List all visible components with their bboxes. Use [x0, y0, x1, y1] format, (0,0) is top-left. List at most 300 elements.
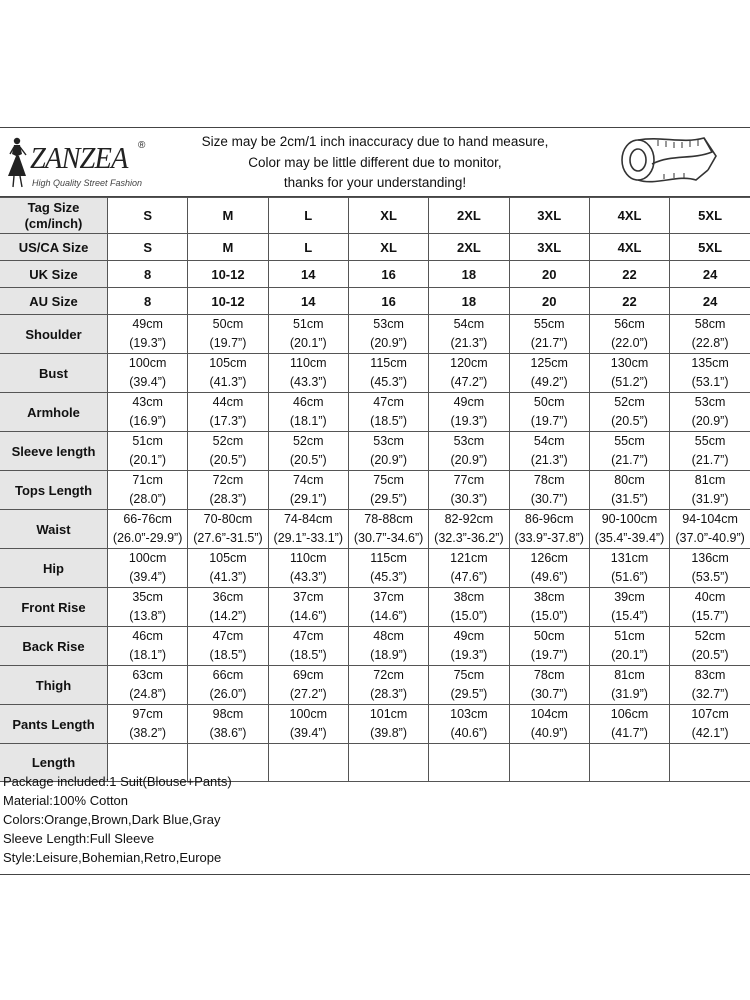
measure-cell [589, 705, 669, 744]
cm-value: 51cm [614, 629, 645, 643]
measure-cell [348, 705, 428, 744]
cm-value: 75cm [373, 473, 404, 487]
measure-cell [509, 393, 589, 432]
measure-cell [108, 432, 188, 471]
cm-value: 52cm [614, 395, 645, 409]
measure-cell [268, 627, 348, 666]
measure-cell [589, 666, 669, 705]
size-cell: 2XL [429, 234, 509, 261]
cm-value: 37cm [292, 590, 324, 604]
inch-value: (39.4”) [289, 726, 327, 740]
cm-value: 75cm [453, 668, 485, 682]
size-cell: 2XL [429, 198, 509, 234]
measure-cell [670, 432, 750, 471]
inch-value: (40.6”) [450, 726, 488, 740]
brand-name: ZANZEA [30, 140, 128, 175]
inch-value: (35.4”-39.4”) [594, 531, 665, 545]
measure-cell [670, 471, 750, 510]
measure-cell [429, 315, 509, 354]
cm-value: 50cm [212, 317, 244, 331]
cm-value: 47cm [373, 395, 404, 409]
inch-value: (41.7”) [611, 726, 648, 740]
size-cell: 14 [268, 261, 348, 288]
inch-value: (38.2”) [129, 726, 167, 740]
measure-cell [670, 705, 750, 744]
size-cell: 20 [509, 261, 589, 288]
size-chart-header [0, 128, 750, 197]
measure-cell [268, 588, 348, 627]
measure-cell [670, 666, 750, 705]
cm-value: 107cm [691, 707, 729, 721]
measure-cell [670, 393, 750, 432]
measure-cell [108, 393, 188, 432]
size-cell: 16 [348, 261, 428, 288]
size-cell: 4XL [589, 198, 669, 234]
product-details [3, 772, 232, 867]
cm-value: 100cm [128, 356, 167, 370]
cm-value: 72cm [373, 668, 404, 682]
measure-cell [429, 666, 509, 705]
inch-value: (18.5”) [370, 414, 407, 428]
inch-value: (16.9”) [129, 414, 167, 428]
notice-line: Color may be little different due to monitor, [248, 154, 502, 170]
inch-value: (30.7”) [530, 687, 568, 701]
inch-value: (13.8”) [129, 609, 167, 623]
table-row [0, 198, 750, 234]
inch-value: (21.7”) [530, 336, 568, 350]
inch-value: (41.3”) [209, 375, 247, 389]
cm-value: 46cm [292, 395, 324, 409]
inch-value: (14.6”) [370, 609, 407, 623]
cm-value: 51cm [292, 317, 324, 331]
cm-value: 35cm [132, 590, 163, 604]
size-cell: L [268, 198, 348, 234]
inch-value: (20.5”) [691, 648, 729, 662]
inch-value: (18.5”) [209, 648, 247, 662]
fashion-figure-icon [4, 136, 32, 188]
cm-value: 74-84cm [283, 512, 333, 526]
detail-colors: Colors:Orange,Brown,Dark Blue,Gray [3, 812, 221, 827]
size-cell: 18 [429, 288, 509, 315]
inch-value: (20.1”) [289, 336, 327, 350]
measure-cell [589, 354, 669, 393]
row-label: US/CA Size [0, 234, 108, 261]
inch-value: (28.3”) [209, 492, 247, 506]
inch-value: (29.1”) [289, 492, 327, 506]
notice-line: thanks for your understanding! [283, 175, 467, 190]
measure-cell [108, 666, 188, 705]
inch-value: (18.1”) [289, 414, 327, 428]
measure-cell [670, 315, 750, 354]
cm-value: 50cm [533, 395, 565, 409]
measure-cell [429, 432, 509, 471]
cm-value: 36cm [212, 590, 244, 604]
table-row [0, 627, 750, 666]
measure-cell [589, 432, 669, 471]
cm-value: 54cm [453, 317, 485, 331]
table-row [0, 588, 750, 627]
size-cell: 24 [670, 288, 750, 315]
measure-cell [108, 354, 188, 393]
inch-value: (30.7”-34.6”) [353, 531, 424, 545]
inch-value: (31.5”) [611, 492, 648, 506]
inch-value: (14.2”) [209, 609, 247, 623]
cm-value: 63cm [132, 668, 163, 682]
inch-value: (27.2”) [289, 687, 327, 701]
measure-cell [429, 393, 509, 432]
cm-value: 55cm [533, 317, 565, 331]
inch-value: (22.0”) [611, 336, 648, 350]
cm-value: 49cm [453, 395, 485, 409]
table-row [0, 288, 750, 315]
size-chart-sheet [0, 127, 750, 875]
inch-value: (20.9”) [450, 453, 488, 467]
measure-cell [108, 549, 188, 588]
cm-value: 86-96cm [524, 512, 574, 526]
size-cell: S [108, 234, 188, 261]
inch-value: (45.3”) [370, 570, 407, 584]
cm-value: 40cm [694, 590, 726, 604]
inch-value: (28.0”) [129, 492, 167, 506]
detail-style: Style:Leisure,Bohemian,Retro,Europe [3, 850, 222, 865]
measure-cell [670, 588, 750, 627]
table-row [0, 510, 750, 549]
inch-value: (19.3”) [129, 336, 167, 350]
measure-cell [268, 393, 348, 432]
measure-cell [268, 471, 348, 510]
size-table [0, 197, 750, 782]
detail-sleeve-length: Sleeve Length:Full Sleeve [3, 831, 155, 846]
inch-value: (15.4”) [611, 609, 648, 623]
measure-cell [188, 549, 268, 588]
size-table-body [0, 198, 750, 782]
cm-value: 105cm [209, 551, 247, 565]
measure-cell [589, 393, 669, 432]
measure-cell [509, 549, 589, 588]
cm-value: 53cm [373, 317, 404, 331]
row-label: Back Rise [0, 627, 108, 666]
cm-value: 125cm [530, 356, 568, 370]
measure-cell [348, 666, 428, 705]
table-row [0, 666, 750, 705]
measure-cell [268, 705, 348, 744]
measure-cell [589, 549, 669, 588]
size-cell: 10-12 [188, 261, 268, 288]
measure-cell [348, 315, 428, 354]
measure-cell [348, 471, 428, 510]
measure-cell [589, 744, 669, 782]
measure-cell [188, 627, 268, 666]
measure-cell [188, 315, 268, 354]
table-row [0, 234, 750, 261]
row-label: Front Rise [0, 588, 108, 627]
cm-value: 48cm [373, 629, 404, 643]
inch-value: (41.3”) [209, 570, 247, 584]
cm-value: 51cm [132, 434, 163, 448]
measure-cell [108, 315, 188, 354]
inch-value: (20.9”) [691, 414, 729, 428]
inch-value: (20.9”) [370, 453, 407, 467]
measure-cell [509, 471, 589, 510]
cm-value: 39cm [614, 590, 645, 604]
measuring-tape-icon [612, 130, 722, 192]
cm-value: 97cm [132, 707, 163, 721]
cm-value: 50cm [533, 629, 565, 643]
measure-cell [268, 432, 348, 471]
inch-value: (20.5”) [209, 453, 247, 467]
cm-value: 120cm [450, 356, 488, 370]
measure-cell [589, 588, 669, 627]
inch-value: (21.3”) [450, 336, 488, 350]
measure-cell [348, 354, 428, 393]
cm-value: 100cm [289, 707, 328, 721]
inch-value: (15.7”) [691, 609, 729, 623]
size-cell: M [188, 198, 268, 234]
size-cell: 8 [108, 288, 188, 315]
measure-cell [509, 354, 589, 393]
size-cell: 20 [509, 288, 589, 315]
inch-value: (53.5”) [691, 570, 729, 584]
cm-value: 82-92cm [444, 512, 494, 526]
measure-cell [268, 666, 348, 705]
inch-value: (39.4”) [129, 375, 167, 389]
size-cell: 14 [268, 288, 348, 315]
inch-value: (20.9”) [370, 336, 407, 350]
inch-value: (22.8”) [691, 336, 729, 350]
inch-value: (43.3”) [289, 570, 327, 584]
table-row [0, 471, 750, 510]
row-label: Shoulder [0, 315, 108, 354]
row-label: Thigh [0, 666, 108, 705]
cm-value: 83cm [694, 668, 726, 682]
measure-cell [188, 432, 268, 471]
measure-cell [670, 510, 750, 549]
inch-value: (19.7”) [530, 648, 568, 662]
inch-value: (26.0”) [209, 687, 247, 701]
measure-cell [670, 549, 750, 588]
cm-value: 130cm [610, 356, 649, 370]
inch-value: (39.8”) [370, 726, 407, 740]
inch-value: (15.0”) [450, 609, 488, 623]
measure-cell [188, 588, 268, 627]
table-row [0, 705, 750, 744]
cm-value: 94-104cm [682, 512, 738, 526]
measure-cell [509, 432, 589, 471]
cm-value: 115cm [370, 551, 407, 565]
cm-value: 71cm [132, 473, 163, 487]
inch-value: (24.8”) [129, 687, 167, 701]
row-label: Armhole [0, 393, 108, 432]
measure-cell [348, 510, 428, 549]
cm-value: 78-88cm [364, 512, 413, 526]
row-label: Bust [0, 354, 108, 393]
measure-cell [509, 744, 589, 782]
cm-value: 52cm [212, 434, 244, 448]
detail-material: Material:100% Cotton [3, 793, 129, 808]
inch-value: (32.7”) [691, 687, 729, 701]
size-cell: 3XL [509, 234, 589, 261]
inch-value: (32.3”-36.2”) [434, 531, 504, 545]
cm-value: 106cm [610, 707, 649, 721]
row-label: Tops Length [0, 471, 108, 510]
measure-cell [108, 588, 188, 627]
inch-value: (47.2”) [450, 375, 488, 389]
inch-value: (20.5”) [289, 453, 327, 467]
cm-value: 46cm [132, 629, 163, 643]
cm-value: 78cm [533, 668, 565, 682]
cm-value: 78cm [533, 473, 565, 487]
measure-cell [108, 627, 188, 666]
cm-value: 49cm [453, 629, 485, 643]
cm-value: 53cm [373, 434, 404, 448]
inch-value: (49.6”) [530, 570, 568, 584]
inch-value: (20.1”) [611, 648, 648, 662]
measure-cell [509, 627, 589, 666]
cm-value: 58cm [694, 317, 726, 331]
inch-value: (27.6”-31.5”) [193, 531, 263, 545]
size-cell: 8 [108, 261, 188, 288]
size-cell: 5XL [670, 198, 750, 234]
measure-cell [509, 705, 589, 744]
table-row [0, 261, 750, 288]
size-cell: 4XL [589, 234, 669, 261]
inch-value: (31.9”) [611, 687, 648, 701]
inch-value: (39.4”) [129, 570, 167, 584]
cm-value: 55cm [694, 434, 726, 448]
measure-cell [268, 315, 348, 354]
cm-value: 121cm [450, 551, 488, 565]
measure-cell [670, 744, 750, 782]
cm-value: 37cm [373, 590, 404, 604]
measure-cell [429, 744, 509, 782]
inch-value: (21.3”) [530, 453, 568, 467]
measure-cell [429, 354, 509, 393]
cm-value: 69cm [292, 668, 324, 682]
measure-cell [108, 510, 188, 549]
measure-cell [348, 432, 428, 471]
inch-value: (42.1”) [691, 726, 729, 740]
cm-value: 52cm [292, 434, 324, 448]
inch-value: (49.2”) [530, 375, 568, 389]
cm-value: 56cm [614, 317, 645, 331]
measure-cell [188, 471, 268, 510]
inch-value: (53.1”) [691, 375, 729, 389]
cm-value: 81cm [694, 473, 726, 487]
measure-cell [188, 705, 268, 744]
inch-value: (19.3”) [450, 648, 488, 662]
measure-cell [509, 588, 589, 627]
measure-cell [670, 627, 750, 666]
measure-cell [589, 471, 669, 510]
cm-value: 104cm [530, 707, 568, 721]
inch-value: (29.1”-33.1”) [273, 531, 344, 545]
cm-value: 80cm [614, 473, 645, 487]
size-cell: 10-12 [188, 288, 268, 315]
cm-value: 136cm [691, 551, 729, 565]
cm-value: 77cm [453, 473, 485, 487]
cm-value: 47cm [212, 629, 244, 643]
cm-value: 98cm [212, 707, 244, 721]
cm-value: 49cm [132, 317, 163, 331]
inch-value: (33.9”-37.8”) [514, 531, 584, 545]
cm-value: 43cm [132, 395, 163, 409]
row-label: Hip [0, 549, 108, 588]
size-cell: M [188, 234, 268, 261]
inch-value: (30.7”) [530, 492, 568, 506]
table-row [0, 549, 750, 588]
measure-cell [188, 393, 268, 432]
inch-value: (29.5”) [450, 687, 488, 701]
cm-value: 131cm [610, 551, 649, 565]
inch-value: (18.9”) [370, 648, 407, 662]
cm-value: 105cm [209, 356, 247, 370]
measure-cell [429, 705, 509, 744]
size-cell: 3XL [509, 198, 589, 234]
measure-cell [509, 510, 589, 549]
size-cell: L [268, 234, 348, 261]
row-label: AU Size [0, 288, 108, 315]
table-row [0, 315, 750, 354]
measure-cell [268, 510, 348, 549]
inch-value: (30.3”) [450, 492, 488, 506]
cm-value: 55cm [614, 434, 645, 448]
measure-cell [589, 627, 669, 666]
cm-value: 66cm [212, 668, 244, 682]
measure-cell [188, 354, 268, 393]
measure-cell [589, 510, 669, 549]
cm-value: 53cm [453, 434, 485, 448]
notice-line: Size may be 2cm/1 inch inaccuracy due to hand measure, [201, 134, 549, 149]
table-row [0, 393, 750, 432]
measure-cell [509, 666, 589, 705]
size-cell: 18 [429, 261, 509, 288]
row-label: Sleeve length [0, 432, 108, 471]
measure-cell [429, 471, 509, 510]
cm-value: 103cm [450, 707, 488, 721]
measure-cell [348, 549, 428, 588]
cm-value: 38cm [453, 590, 485, 604]
inch-value: (37.0”-40.9”) [675, 531, 745, 545]
size-cell: 16 [348, 288, 428, 315]
size-cell: 5XL [670, 234, 750, 261]
measure-cell [268, 354, 348, 393]
cm-value: 100cm [128, 551, 167, 565]
cm-value: 54cm [533, 434, 565, 448]
cm-value: 115cm [370, 356, 407, 370]
row-label: UK Size [0, 261, 108, 288]
inch-value: (47.6”) [450, 570, 488, 584]
inch-value: (19.7”) [530, 414, 568, 428]
inch-value: (51.2”) [611, 375, 648, 389]
measure-cell [348, 744, 428, 782]
size-cell: XL [348, 198, 428, 234]
cm-value: 72cm [212, 473, 244, 487]
inch-value: (43.3”) [289, 375, 327, 389]
measure-cell [268, 549, 348, 588]
measure-cell [429, 510, 509, 549]
row-label: Pants Length [0, 705, 108, 744]
measure-cell [188, 666, 268, 705]
measurement-notice [160, 132, 590, 194]
cm-value: 47cm [292, 629, 324, 643]
inch-value: (18.5”) [289, 648, 327, 662]
inch-value: (15.0”) [530, 609, 568, 623]
cm-value: 101cm [369, 707, 408, 721]
measure-cell [429, 627, 509, 666]
size-cell: XL [348, 234, 428, 261]
measure-cell [108, 471, 188, 510]
inch-value: (29.5”) [370, 492, 407, 506]
